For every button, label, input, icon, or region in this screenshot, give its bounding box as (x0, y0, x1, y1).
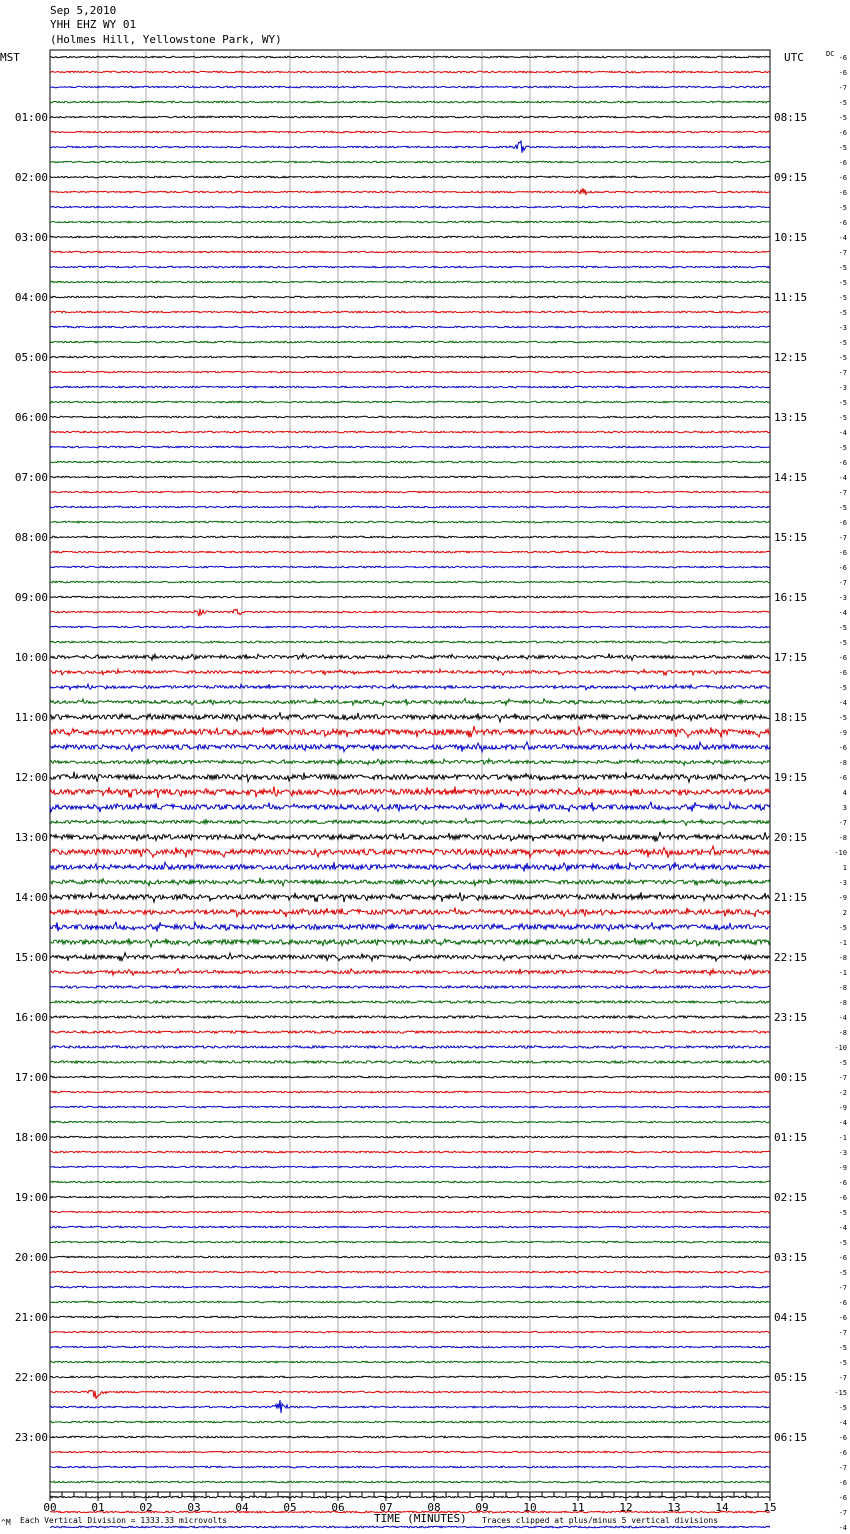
trace-line (50, 296, 770, 298)
trace-line (50, 326, 770, 328)
dc-offset-label: -4 (838, 1524, 847, 1532)
dc-offset-label: -9 (838, 1104, 847, 1112)
mst-axis-label: MST (0, 51, 20, 64)
dc-offset-label: -3 (838, 1149, 847, 1157)
trace-line (50, 786, 770, 798)
trace-line (50, 266, 770, 268)
dc-offset-label: -8 (838, 984, 847, 992)
dc-offset-label: -7 (838, 1329, 847, 1337)
trace-line (50, 819, 770, 826)
trace-line (50, 802, 770, 813)
trace-line (50, 431, 770, 433)
trace-line (50, 1466, 770, 1468)
utc-hour-label: 22:15 (774, 951, 808, 964)
trace-line (50, 986, 770, 988)
trace-line (50, 654, 770, 661)
utc-hour-label: 12:15 (774, 351, 808, 364)
dc-offset-label: 2 (842, 909, 847, 917)
trace-line (50, 101, 770, 103)
trace-line (50, 908, 770, 918)
mst-hour-label: 08:00 (14, 531, 48, 544)
trace-line (50, 878, 770, 887)
mst-hour-label: 09:00 (14, 591, 48, 604)
trace-line (50, 416, 770, 418)
trace-line (50, 461, 770, 463)
x-axis-label: TIME (MINUTES) (374, 1512, 467, 1525)
x-tick-label: 15 (763, 1501, 777, 1514)
mst-hour-label: 16:00 (14, 1011, 48, 1024)
dc-offset-label: -5 (838, 624, 847, 632)
dc-offset-label: -6 (838, 1479, 847, 1487)
mst-hour-label: 12:00 (14, 771, 48, 784)
dc-offset-label: -6 (838, 564, 847, 572)
trace-line (50, 236, 770, 238)
trace-line (50, 1361, 770, 1363)
x-tick-label: 01 (91, 1501, 105, 1514)
mst-hour-label: 19:00 (14, 1191, 48, 1204)
trace-line (50, 1241, 770, 1243)
trace-line (50, 726, 770, 738)
dc-offset-label: -4 (838, 1224, 847, 1232)
trace-line (50, 1106, 770, 1108)
x-tick-label: 11 (571, 1501, 585, 1514)
trace-line (50, 1316, 770, 1318)
mst-hour-label: 04:00 (14, 291, 48, 304)
trace-line (50, 953, 770, 961)
trace-line (50, 712, 770, 722)
utc-hour-label: 21:15 (774, 891, 808, 904)
utc-hour-label: 20:15 (774, 831, 808, 844)
mst-hour-label: 22:00 (14, 1371, 48, 1384)
trace-line (50, 1136, 770, 1138)
trace-line (50, 281, 770, 283)
dc-offset-label: -5 (838, 1059, 847, 1067)
trace-line (50, 56, 770, 58)
utc-hour-label: 06:15 (774, 1431, 808, 1444)
trace-line (50, 1091, 770, 1093)
utc-hour-label: 23:15 (774, 1011, 808, 1024)
mst-hour-label: 15:00 (14, 951, 48, 964)
utc-hour-label: 18:15 (774, 711, 808, 724)
trace-line (50, 161, 770, 163)
trace-line (50, 551, 770, 553)
trace-line (50, 521, 770, 523)
trace-line (50, 581, 770, 583)
dc-offset-label: -6 (838, 1254, 847, 1262)
x-tick-label: 04 (235, 1501, 249, 1514)
utc-hour-label: 16:15 (774, 591, 808, 604)
trace-line (50, 1286, 770, 1288)
dc-offset-label: -6 (838, 129, 847, 137)
dc-offset-label: -4 (838, 699, 847, 707)
dc-offset-label: -4 (838, 474, 847, 482)
trace-line (50, 742, 770, 752)
dc-offset-label: -5 (838, 684, 847, 692)
x-tick-label: 03 (187, 1501, 201, 1514)
dc-offset-label: -6 (838, 1194, 847, 1202)
trace-line (50, 759, 770, 766)
dc-offset-label: -6 (838, 1434, 847, 1442)
x-tick-label: 14 (715, 1501, 729, 1514)
x-tick-label: 02 (139, 1501, 153, 1514)
dc-offset-label: -6 (838, 69, 847, 77)
dc-offset-label: -7 (838, 489, 847, 497)
trace-line (50, 892, 770, 902)
dc-offset-label: -7 (838, 1464, 847, 1472)
dc-offset-label: -1 (838, 939, 847, 947)
x-tick-label: 13 (667, 1501, 681, 1514)
dc-offset-label: -7 (838, 819, 847, 827)
trace-line (50, 341, 770, 343)
dc-offset-label: -6 (838, 174, 847, 182)
dc-offset-label: -5 (838, 714, 847, 722)
trace-line (50, 116, 770, 118)
mst-hour-label: 03:00 (14, 231, 48, 244)
trace-line (50, 1436, 770, 1438)
trace-line (50, 1481, 770, 1483)
dc-offset-label: -5 (838, 639, 847, 647)
trace-line (50, 1421, 770, 1423)
dc-offset-label: -7 (838, 534, 847, 542)
dc-offset-label: -7 (838, 1509, 847, 1517)
utc-hour-label: 05:15 (774, 1371, 808, 1384)
trace-line (50, 1181, 770, 1183)
trace-line (50, 1346, 770, 1348)
trace-line (50, 446, 770, 448)
x-tick-label: 09 (475, 1501, 489, 1514)
trace-line (50, 176, 770, 178)
dc-offset-label: -8 (838, 999, 847, 1007)
trace-line (50, 1376, 770, 1378)
x-tick-label: 06 (331, 1501, 345, 1514)
dc-offset-label: -9 (838, 894, 847, 902)
dc-offset-label: -6 (838, 1299, 847, 1307)
dc-offset-label: -5 (838, 1239, 847, 1247)
footer-right: Traces clipped at plus/minus 5 vertical divisions (482, 1516, 719, 1525)
trace-line (50, 969, 770, 976)
dc-offset-label: -6 (838, 219, 847, 227)
utc-hour-label: 04:15 (774, 1311, 808, 1324)
dc-offset-label: -6 (838, 1314, 847, 1322)
dc-offset-label: -6 (838, 54, 847, 62)
trace-line (50, 1301, 770, 1303)
trace-line (50, 86, 770, 88)
mst-hour-label: 06:00 (14, 411, 48, 424)
trace-line (50, 311, 770, 313)
header-station: YHH EHZ WY 01 (50, 18, 137, 31)
dc-offset-label: -6 (838, 549, 847, 557)
dc-offset-label: -5 (838, 339, 847, 347)
utc-hour-label: 00:15 (774, 1071, 808, 1084)
trace-line (50, 1256, 770, 1258)
trace-line (50, 1451, 770, 1453)
dc-offset-label: -5 (838, 114, 847, 122)
trace-line (50, 832, 770, 842)
mst-hour-label: 01:00 (14, 111, 48, 124)
dc-offset-label: -5 (838, 309, 847, 317)
trace-line (50, 141, 770, 153)
dc-offset-label: -6 (838, 669, 847, 677)
dc-offset-label: -3 (838, 324, 847, 332)
utc-hour-label: 09:15 (774, 171, 808, 184)
trace-line (50, 206, 770, 208)
mst-hour-label: 18:00 (14, 1131, 48, 1144)
utc-hour-label: 02:15 (774, 1191, 808, 1204)
trace-line (50, 699, 770, 706)
trace-line (50, 188, 770, 194)
dc-offset-label: -5 (838, 279, 847, 287)
dc-offset-label: -10 (834, 1044, 847, 1052)
dc-offset-label: -5 (838, 264, 847, 272)
trace-line (50, 1001, 770, 1003)
x-tick-label: 08 (427, 1501, 441, 1514)
trace-line (50, 401, 770, 403)
dc-offset-label: -3 (838, 879, 847, 887)
trace-line (50, 922, 770, 932)
dc-offset-label: -4 (838, 609, 847, 617)
dc-offset-label: 4 (842, 789, 847, 797)
utc-hour-label: 08:15 (774, 111, 808, 124)
dc-offset-label: -1 (838, 1134, 847, 1142)
trace-line (50, 1031, 770, 1033)
dc-offset-label: -4 (838, 234, 847, 242)
trace-line (50, 356, 770, 358)
dc-offset-label: -9 (838, 1164, 847, 1172)
dc-offset-label: -7 (838, 1284, 847, 1292)
trace-line (50, 862, 770, 872)
x-tick-label: 12 (619, 1501, 633, 1514)
dc-offset-label: -7 (838, 249, 847, 257)
trace-line (50, 1046, 770, 1048)
dc-offset-label: -10 (834, 849, 847, 857)
trace-line (50, 1016, 770, 1018)
header-date: Sep 5,2010 (50, 4, 117, 17)
dc-offset-label: -15 (834, 1389, 847, 1397)
utc-hour-label: 13:15 (774, 411, 808, 424)
mst-hour-label: 11:00 (14, 711, 48, 724)
trace-line (50, 1526, 770, 1528)
dc-offset-label: -4 (838, 429, 847, 437)
dc-offset-label: -5 (838, 414, 847, 422)
x-tick-label: 07 (379, 1501, 393, 1514)
utc-hour-label: 19:15 (774, 771, 808, 784)
dc-offset-label: -5 (838, 504, 847, 512)
trace-line (50, 536, 770, 538)
utc-hour-label: 03:15 (774, 1251, 808, 1264)
trace-line (50, 566, 770, 568)
mst-hour-label: 20:00 (14, 1251, 48, 1264)
x-tick-label: 00 (43, 1501, 57, 1514)
dc-offset-label: -6 (838, 1449, 847, 1457)
trace-line (50, 641, 770, 643)
x-tick-label: 05 (283, 1501, 297, 1514)
trace-line (50, 1271, 770, 1273)
utc-hour-label: 10:15 (774, 231, 808, 244)
dc-offset-label: -6 (838, 774, 847, 782)
trace-line (50, 626, 770, 628)
mst-hour-label: 23:00 (14, 1431, 48, 1444)
dc-offset-label: -6 (838, 744, 847, 752)
dc-offset-label: -7 (838, 1074, 847, 1082)
dc-offset-label: -3 (838, 384, 847, 392)
dc-offset-label: -9 (838, 729, 847, 737)
dc-offset-label: -6 (838, 159, 847, 167)
trace-line (50, 386, 770, 388)
trace-line (50, 131, 770, 133)
utc-hour-label: 15:15 (774, 531, 808, 544)
trace-line (50, 772, 770, 783)
trace-line (50, 609, 770, 617)
trace-line (50, 1331, 770, 1333)
trace-line (50, 491, 770, 493)
trace-line (50, 1390, 770, 1399)
dc-offset-label: -7 (838, 579, 847, 587)
utc-axis-label: UTC (784, 51, 804, 64)
dc-offset-label: -5 (838, 144, 847, 152)
utc-hour-label: 14:15 (774, 471, 808, 484)
dc-offset-label: -4 (838, 1119, 847, 1127)
trace-line (50, 1076, 770, 1078)
mst-hour-label: 17:00 (14, 1071, 48, 1084)
dc-offset-label: -6 (838, 519, 847, 527)
dc-offset-label: -1 (838, 969, 847, 977)
trace-line (50, 1166, 770, 1168)
trace-line (50, 1226, 770, 1228)
trace-line (50, 938, 770, 947)
dc-offset-label: -5 (838, 294, 847, 302)
trace-line (50, 596, 770, 598)
trace-line (50, 1061, 770, 1063)
mst-hour-label: 02:00 (14, 171, 48, 184)
dc-offset-label: -7 (838, 84, 847, 92)
dc-offset-label: -8 (838, 759, 847, 767)
mst-hour-label: 13:00 (14, 831, 48, 844)
dc-offset-label: 1 (842, 864, 847, 872)
dc-offset-label: -5 (838, 444, 847, 452)
mst-hour-label: 21:00 (14, 1311, 48, 1324)
trace-line (50, 371, 770, 373)
trace-line (50, 251, 770, 253)
dc-offset-label: -5 (838, 1344, 847, 1352)
dc-offset-label: -5 (838, 99, 847, 107)
dc-offset-label: -8 (838, 954, 847, 962)
trace-line (50, 71, 770, 73)
trace-line (50, 684, 770, 690)
mst-hour-label: 05:00 (14, 351, 48, 364)
dc-offset-label: -6 (838, 1179, 847, 1187)
dc-offset-label: -2 (838, 1089, 847, 1097)
mst-hour-label: 14:00 (14, 891, 48, 904)
trace-line (50, 1121, 770, 1123)
dc-offset-label: -5 (838, 1404, 847, 1412)
dc-offset-label: -5 (838, 204, 847, 212)
header-location: (Holmes Hill, Yellowstone Park, WY) (50, 33, 282, 46)
dc-offset-label: -6 (838, 189, 847, 197)
dc-offset-label: -4 (838, 1014, 847, 1022)
dc-offset-label: -5 (838, 1269, 847, 1277)
trace-line (50, 669, 770, 675)
trace-line (50, 506, 770, 508)
dc-offset-label: -3 (838, 594, 847, 602)
utc-hour-label: 17:15 (774, 651, 808, 664)
trace-line (50, 1211, 770, 1213)
dc-offset-label: -5 (838, 1359, 847, 1367)
dc-offset-label: -5 (838, 354, 847, 362)
trace-line (50, 221, 770, 223)
dc-offset-label: -8 (838, 834, 847, 842)
trace-line (50, 1196, 770, 1198)
x-tick-label: 10 (523, 1501, 537, 1514)
dc-offset-label: -6 (838, 1494, 847, 1502)
footer-left: Each Vertical Division = 1333.33 microvolts (20, 1516, 228, 1525)
dc-offset-label: -7 (838, 1374, 847, 1382)
dc-offset-label: -4 (838, 1419, 847, 1427)
dc-offset-label: -5 (838, 399, 847, 407)
trace-line (50, 846, 770, 858)
trace-line (50, 476, 770, 478)
dc-label: DC (826, 50, 835, 58)
dc-offset-label: -5 (838, 924, 847, 932)
utc-hour-label: 01:15 (774, 1131, 808, 1144)
trace-line (50, 1151, 770, 1153)
mst-hour-label: 07:00 (14, 471, 48, 484)
trace-line (50, 1400, 770, 1413)
dc-offset-label: 3 (842, 804, 847, 812)
utc-hour-label: 11:15 (774, 291, 808, 304)
corner-mark: ^M (1, 1518, 11, 1527)
dc-offset-label: -5 (838, 1209, 847, 1217)
dc-offset-label: -6 (838, 654, 847, 662)
dc-offset-label: -7 (838, 369, 847, 377)
mst-hour-label: 10:00 (14, 651, 48, 664)
dc-offset-label: -6 (838, 459, 847, 467)
dc-offset-label: -8 (838, 1029, 847, 1037)
